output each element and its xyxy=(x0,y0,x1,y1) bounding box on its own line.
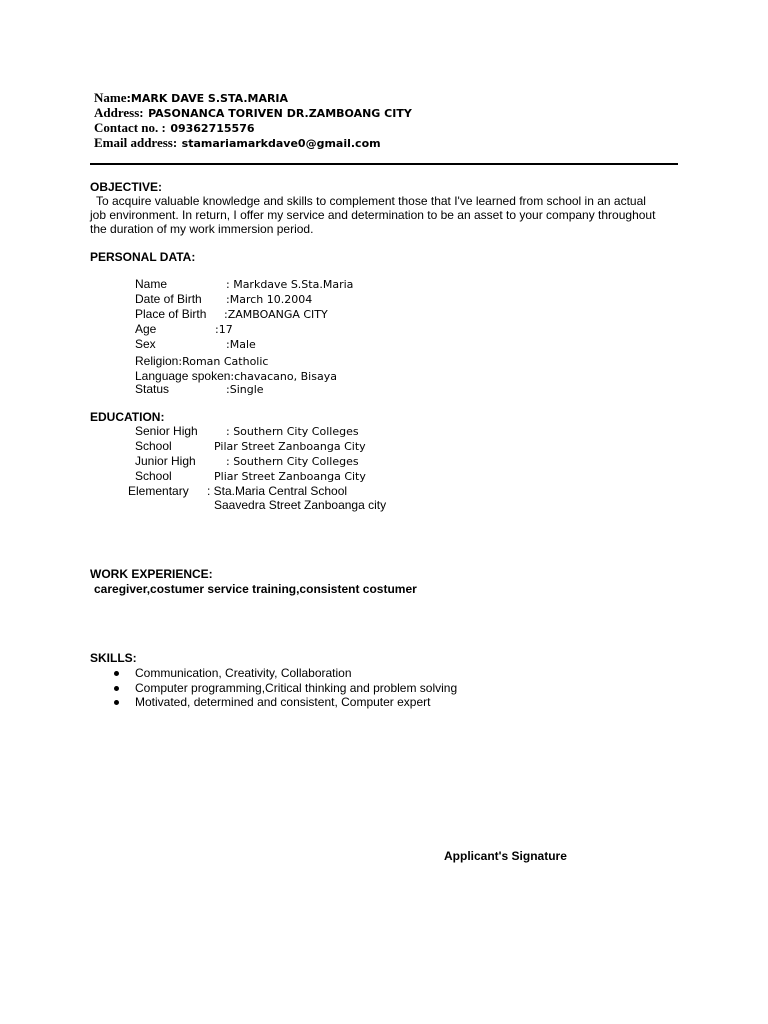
skills-heading: SKILLS: xyxy=(90,651,137,665)
contact-label: Contact no. : xyxy=(94,120,166,135)
personal-label-name: Name xyxy=(135,277,168,291)
objective-text-line-1: To acquire valuable knowledge and skills to complement those that I've learned from school in an actual xyxy=(96,194,646,208)
skill-item: Motivated, determined and consistent, Computer expert xyxy=(135,695,431,709)
personal-value-name: : Markdave S.Sta.Maria xyxy=(226,278,354,291)
applicant-signature-label: Applicant's Signature xyxy=(444,849,567,863)
work-experience-heading: WORK EXPERIENCE: xyxy=(90,567,213,581)
education-senior-address: Pilar Street Zanboanga City xyxy=(214,440,366,453)
bullet-icon xyxy=(114,671,119,676)
education-junior-school: : Southern City Colleges xyxy=(226,455,359,468)
personal-label-dob: Date of Birth xyxy=(135,292,202,306)
objective-text-line-2: job environment. In return, I offer my service and determination to be an asset to your company throughout xyxy=(90,208,656,222)
education-elementary-label: Elementary xyxy=(128,484,189,498)
personal-value-dob: :March 10.2004 xyxy=(226,293,313,306)
work-experience-text: caregiver,costumer service training,consistent costumer xyxy=(94,582,417,596)
personal-value-status: :Single xyxy=(226,383,264,396)
address-value: PASONANCA TORIVEN DR.ZAMBOANG CITY xyxy=(148,107,412,120)
header-email-line xyxy=(94,134,381,152)
address-label: Address: xyxy=(94,105,144,120)
objective-heading: OBJECTIVE: xyxy=(90,180,163,194)
personal-label-language: Language spoken xyxy=(135,369,231,383)
education-heading: EDUCATION: xyxy=(90,410,165,424)
education-senior-label-1: Senior High xyxy=(135,424,198,438)
education-junior-label-2: School xyxy=(135,469,172,483)
personal-label-age: Age xyxy=(135,322,157,336)
personal-data-heading: PERSONAL DATA: xyxy=(90,250,196,264)
education-senior-label-2: School xyxy=(135,439,172,453)
personal-value-age: :17 xyxy=(215,323,233,336)
personal-label-status: Status xyxy=(135,382,170,396)
email-value: stamariamarkdave0@gmail.com xyxy=(181,137,381,150)
personal-value-language: :chavacano, Bisaya xyxy=(230,370,337,383)
skill-item: Communication, Creativity, Collaboration xyxy=(135,666,352,680)
education-junior-address: Pliar Street Zanboanga City xyxy=(214,470,366,483)
personal-label-sex: Sex xyxy=(135,337,156,351)
education-junior-label-1: Junior High xyxy=(135,454,196,468)
skill-item: Computer programming,Critical thinking and problem solving xyxy=(135,681,458,695)
education-senior-school: : Southern City Colleges xyxy=(226,425,359,438)
name-label: Name xyxy=(94,90,127,105)
bullet-icon xyxy=(114,700,119,705)
personal-label-pob: Place of Birth xyxy=(135,307,207,321)
education-elementary-school: : Sta.Maria Central School xyxy=(207,484,348,498)
objective-text-line-3: the duration of my work immersion period. xyxy=(90,222,314,236)
education-elementary-address: Saavedra Street Zanboanga city xyxy=(214,498,387,512)
personal-value-religion: :Roman Catholic xyxy=(178,355,269,368)
email-label: Email address: xyxy=(94,135,178,150)
personal-value-pob: :ZAMBOANGA CITY xyxy=(224,308,328,321)
personal-label-religion: Religion xyxy=(135,354,179,368)
contact-value: 09362715576 xyxy=(170,122,255,135)
name-value: :MARK DAVE S.STA.MARIA xyxy=(126,92,289,105)
header-divider xyxy=(90,163,678,165)
bullet-icon xyxy=(114,686,119,691)
personal-value-sex: :Male xyxy=(226,338,256,351)
